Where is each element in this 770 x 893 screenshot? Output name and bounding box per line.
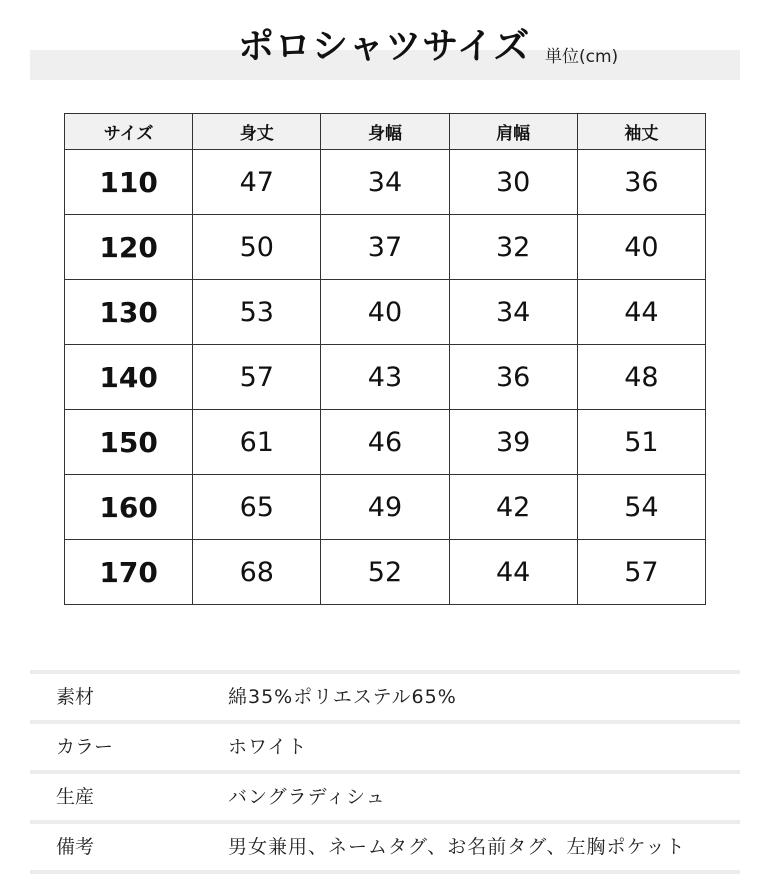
column-header-length: 身丈 — [193, 114, 321, 150]
table-row — [65, 410, 706, 475]
spec-row-material — [30, 670, 740, 720]
table-cell: 39 — [449, 410, 577, 475]
spec-label: カラー — [56, 736, 114, 758]
table-cell: 50 — [193, 215, 321, 280]
spec-label: 素材 — [56, 686, 95, 708]
spec-list — [30, 670, 740, 874]
table-cell: 47 — [193, 150, 321, 215]
spec-row-color — [30, 720, 740, 770]
table-cell: 34 — [449, 280, 577, 345]
table-row — [65, 540, 706, 605]
column-header-sleeve: 袖丈 — [577, 114, 705, 150]
spec-value: 綿35%ポリエステル65% — [228, 686, 457, 708]
size-table-header-row — [65, 114, 706, 150]
table-cell: 51 — [577, 410, 705, 475]
spec-value: バングラディシュ — [228, 786, 386, 808]
size-cell: 160 — [65, 475, 193, 540]
table-cell: 53 — [193, 280, 321, 345]
table-cell: 43 — [321, 345, 449, 410]
table-cell: 30 — [449, 150, 577, 215]
table-cell: 36 — [449, 345, 577, 410]
table-row — [65, 345, 706, 410]
spec-value: ホワイト — [228, 736, 308, 758]
table-row — [65, 215, 706, 280]
table-cell: 32 — [449, 215, 577, 280]
unit-label: 単位(cm) — [545, 47, 619, 67]
table-cell: 57 — [577, 540, 705, 605]
spec-row-origin — [30, 770, 740, 820]
page-title: ポロシャツサイズ — [238, 26, 531, 67]
table-cell: 46 — [321, 410, 449, 475]
table-cell: 68 — [193, 540, 321, 605]
table-cell: 44 — [577, 280, 705, 345]
spec-value: 男女兼用、ネームタグ、お名前タグ、左胸ポケット — [228, 836, 686, 858]
table-cell: 37 — [321, 215, 449, 280]
spec-label: 生産 — [56, 786, 95, 808]
table-cell: 34 — [321, 150, 449, 215]
table-cell: 57 — [193, 345, 321, 410]
table-cell: 40 — [577, 215, 705, 280]
size-cell: 120 — [65, 215, 193, 280]
table-cell: 49 — [321, 475, 449, 540]
table-row — [65, 150, 706, 215]
size-cell: 140 — [65, 345, 193, 410]
size-cell: 130 — [65, 280, 193, 345]
table-cell: 36 — [577, 150, 705, 215]
size-cell: 110 — [65, 150, 193, 215]
column-header-shoulder: 肩幅 — [449, 114, 577, 150]
table-cell: 54 — [577, 475, 705, 540]
size-cell: 150 — [65, 410, 193, 475]
table-row — [65, 280, 706, 345]
table-cell: 61 — [193, 410, 321, 475]
spec-label: 備考 — [56, 836, 95, 858]
size-cell: 170 — [65, 540, 193, 605]
table-cell: 42 — [449, 475, 577, 540]
table-cell: 44 — [449, 540, 577, 605]
table-cell: 52 — [321, 540, 449, 605]
table-cell: 48 — [577, 345, 705, 410]
table-cell: 40 — [321, 280, 449, 345]
column-header-width: 身幅 — [321, 114, 449, 150]
table-row — [65, 475, 706, 540]
column-header-size: サイズ — [65, 114, 193, 150]
spec-row-notes — [30, 820, 740, 874]
size-table — [64, 113, 706, 605]
table-cell: 65 — [193, 475, 321, 540]
